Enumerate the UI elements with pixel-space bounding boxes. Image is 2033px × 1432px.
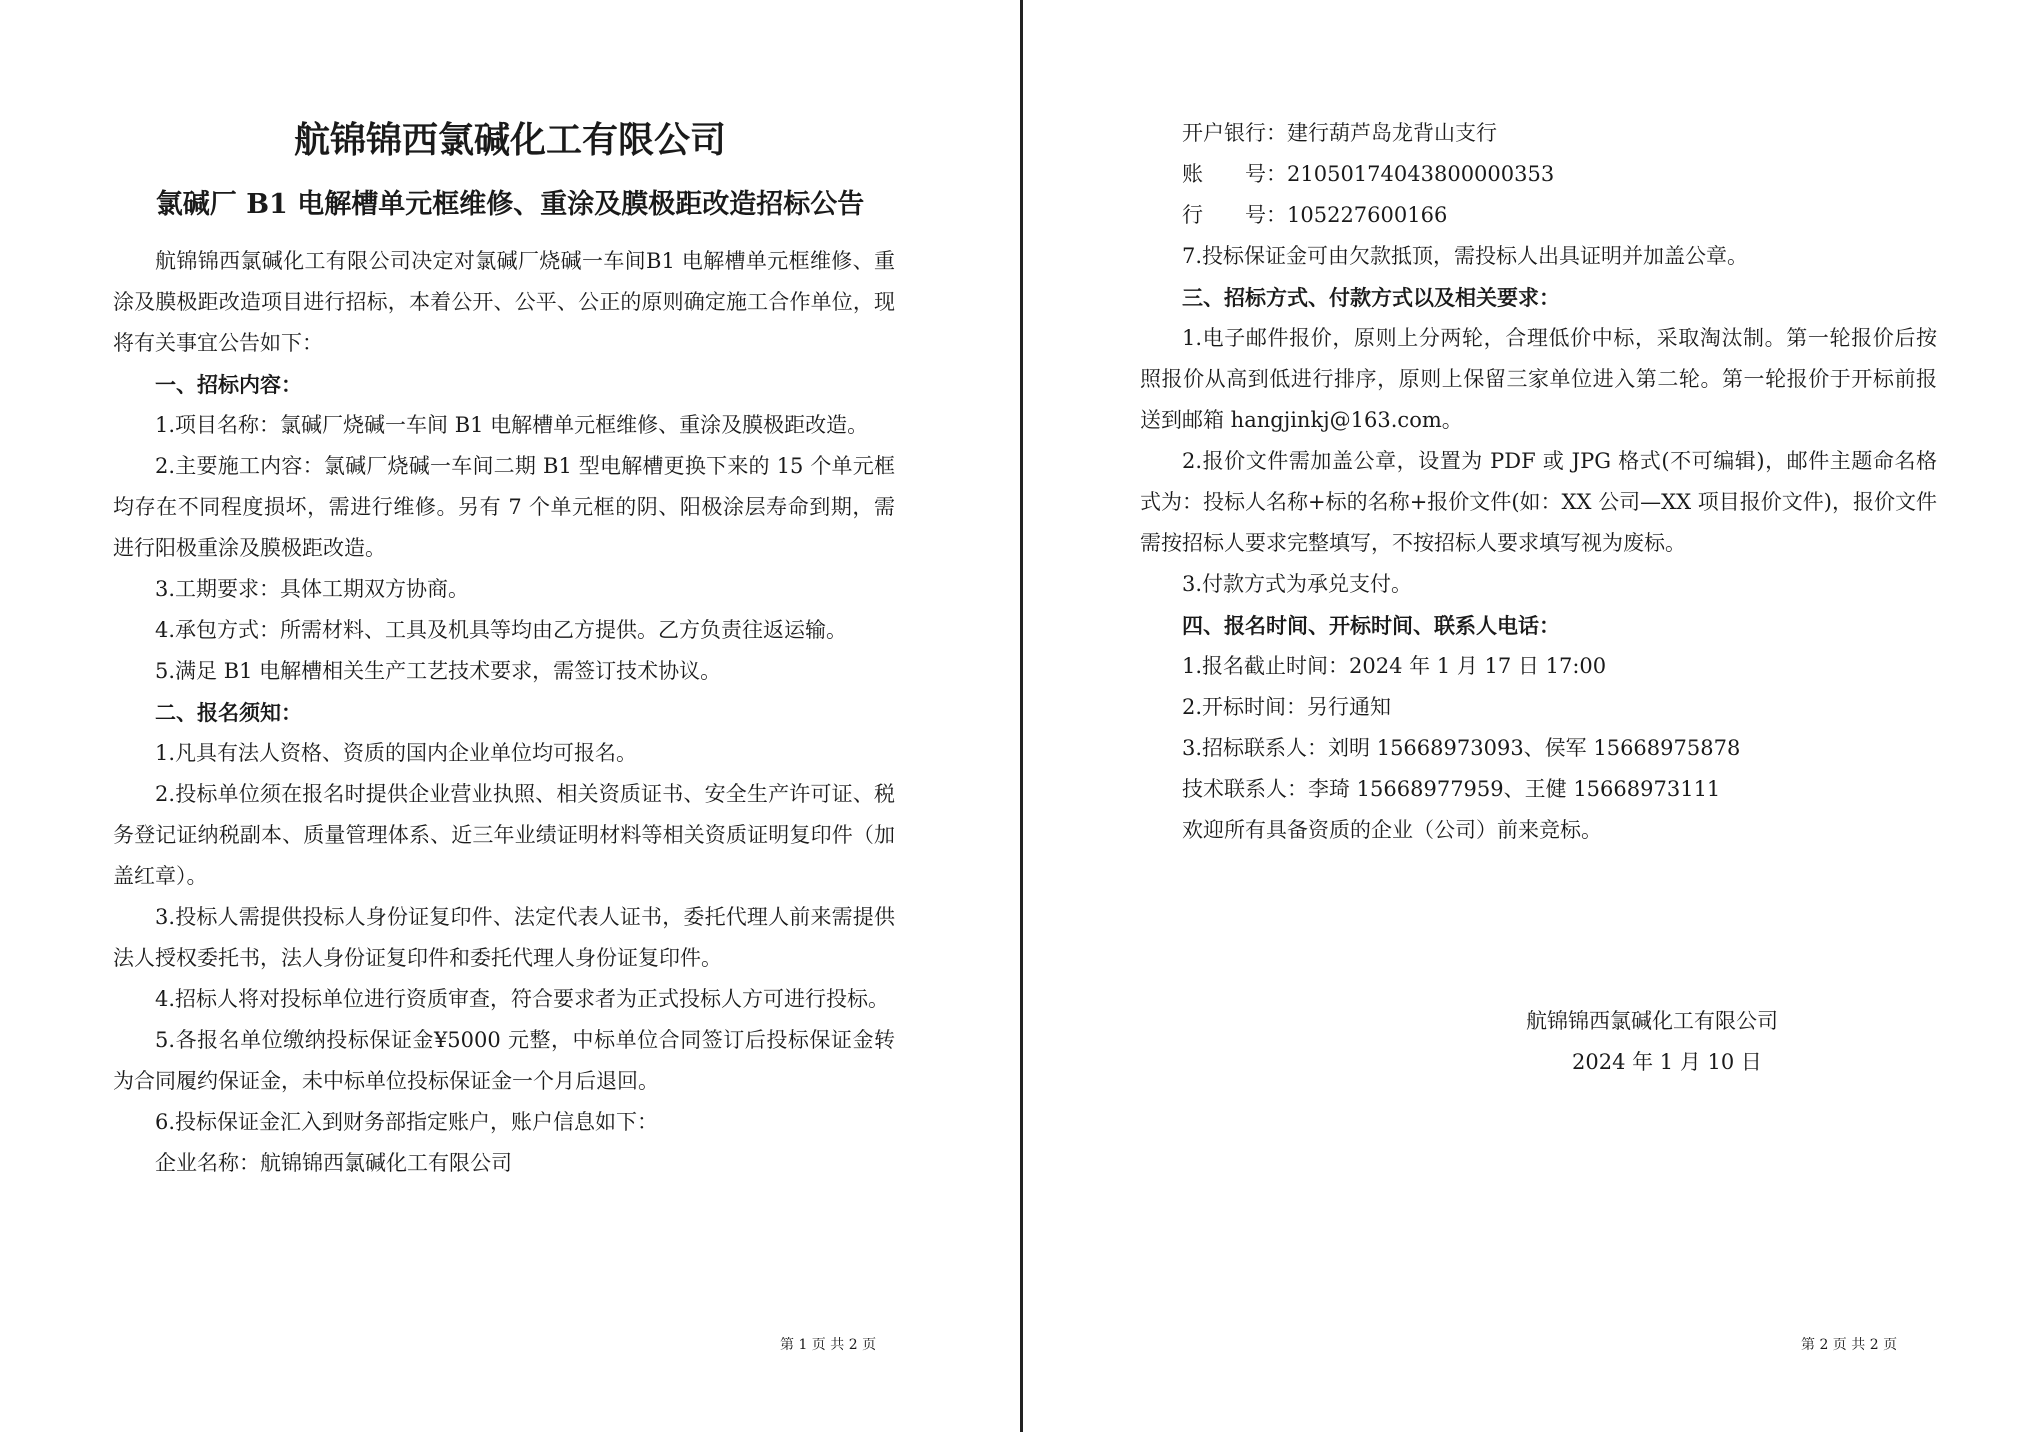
section-1-item: 5.满足 B1 电解槽相关生产工艺技术要求，需签订技术协议。 [155,659,722,683]
section-2-item: 5.各报名单位缴纳投标保证金¥5000 元整，中标单位合同签订后投标保证金转为合同履约保证金，未中标单位投标保证金一个月后退回。 [113,1028,895,1093]
section-2-item: 6.投标保证金汇入到财务部指定账户，账户信息如下： [155,1110,659,1134]
section-1-item: 4.承包方式：所需材料、工具及机具等均由乙方提供。乙方负责往返运输。 [155,618,848,642]
section-3-item: 2.报价文件需加盖公章，设置为 PDF 或 JPG 格式(不可编辑)，邮件主题命名格式为：投标人名称+标的名称+报价文件(如：XX 公司—XX 项目报价文件)，报价文件需按招标人要求完整填写，不按招标人要求填写视为废标。 [1140,449,1937,555]
section-4-item: 技术联系人：李琦 15668977959、王健 15668973111 [1182,777,1721,801]
section-2-item: 4.招标人将对投标单位进行资质审查，符合要求者为正式投标人方可进行投标。 [155,987,890,1011]
document-page-2 [1022,0,2033,1432]
section-4-item: 3.招标联系人：刘明 15668973093、侯军 15668975878 [1182,736,1741,760]
section-2-item: 2.投标单位须在报名时提供企业营业执照、相关资质证书、安全生产许可证、税务登记证纳税副本、质量管理体系、近三年业绩证明材料等相关资质证明复印件（加盖红章）。 [113,782,895,888]
section-2-heading: 二、报名须知： [155,700,302,725]
page-2-footer: 第 2 页 共 2 页 [1801,1337,1898,1353]
bank-code: 行 号：105227600166 [1182,203,1448,227]
section-2-item: 3.投标人需提供投标人身份证复印件、法定代表人证书，委托代理人前来需提供法人授权委托书，法人身份证复印件和委托代理人身份证复印件。 [113,905,895,970]
section-3-item: 3.付款方式为承兑支付。 [1182,572,1413,596]
section-1-item: 1.项目名称：氯碱厂烧碱一车间 B1 电解槽单元框维修、重涂及膜极距改造。 [155,413,869,437]
signature-date: 2024 年 1 月 10 日 [1572,1050,1762,1074]
intro-paragraph: 航锦锦西氯碱化工有限公司决定对氯碱厂烧碱一车间B1 电解槽单元框维修、重涂及膜极距改造项目进行招标，本着公开、公平、公正的原则确定施工合作单位，现将有关事宜公告如下： [113,249,895,355]
section-4-item: 2.开标时间：另行通知 [1182,695,1392,719]
page-2-body [1140,113,1937,851]
section-1-item: 2.主要施工内容：氯碱厂烧碱一车间二期 B1 型电解槽更换下来的 15 个单元框均存在不同程度损坏，需进行维修。另有 7 个单元框的阴、阳极涂层寿命到期，需进行阳极重涂及膜极距改造。 [113,454,895,560]
account-number: 账 号：21050174043800000353 [1182,162,1555,186]
section-1-item: 3.工期要求：具体工期双方协商。 [155,577,470,601]
signature-company: 航锦锦西氯碱化工有限公司 [1526,1009,1778,1033]
closing-line: 欢迎所有具备资质的企业（公司）前来竞标。 [1182,818,1602,842]
section-4-item: 1.报名截止时间：2024 年 1 月 17 日 17:00 [1182,654,1607,678]
page-1-body [113,241,895,1184]
company-title: 航锦锦西氯碱化工有限公司 [293,119,726,161]
section-3-heading: 三、招标方式、付款方式以及相关要求： [1182,285,1560,310]
account-company-name: 企业名称：航锦锦西氯碱化工有限公司 [155,1151,512,1175]
page-1-footer: 第 1 页 共 2 页 [780,1337,877,1353]
section-2-item: 1.凡具有法人资格、资质的国内企业单位均可报名。 [155,741,638,765]
section-1-heading: 一、招标内容： [155,372,302,397]
section-3-item: 1.电子邮件报价，原则上分两轮，合理低价中标，采取淘汰制。第一轮报价后按照报价从高到低进行排序，原则上保留三家单位进入第二轮。第一轮报价于开标前报送到邮箱 hangjinkj@163.com。 [1140,326,1937,432]
section-2-item-7: 7.投标保证金可由欠款抵顶，需投标人出具证明并加盖公章。 [1182,244,1749,268]
section-4-heading: 四、报名时间、开标时间、联系人电话： [1182,613,1560,638]
notice-title: 氯碱厂 B1 电解槽单元框维修、重涂及膜极距改造招标公告 [155,189,865,220]
account-bank: 开户银行：建行葫芦岛龙背山支行 [1182,121,1497,145]
